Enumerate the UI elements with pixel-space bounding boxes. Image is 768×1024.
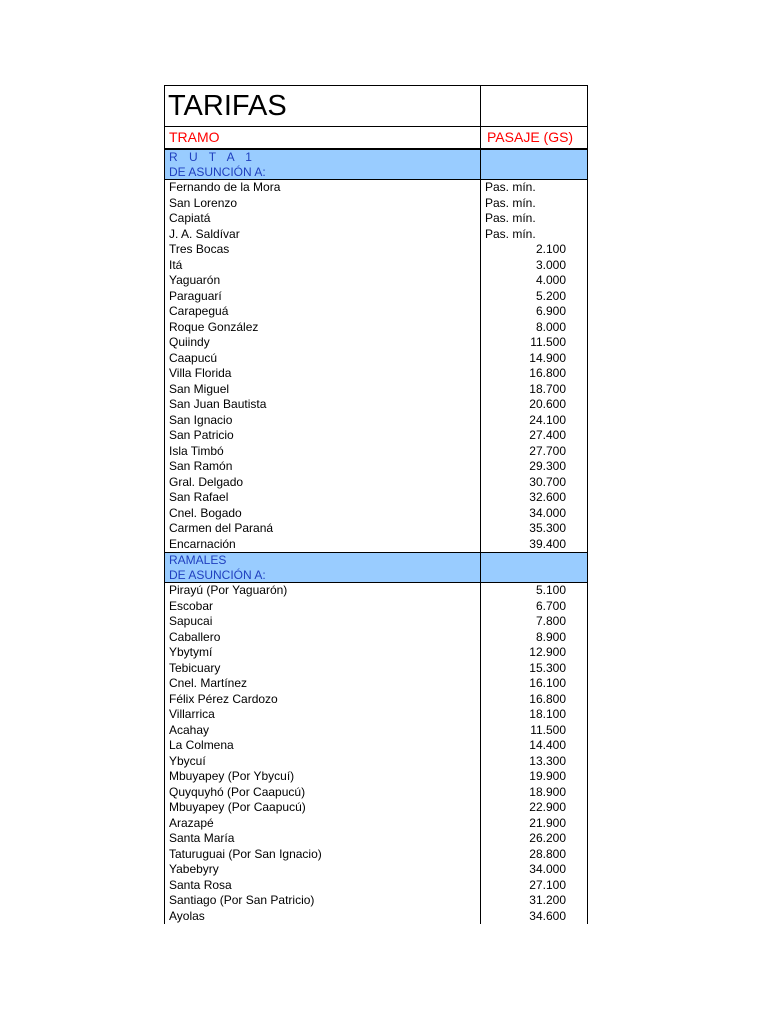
fare-cell: 14.400 <box>480 738 588 754</box>
title-row <box>164 85 588 126</box>
destination-cell: Isla Timbó <box>164 444 480 460</box>
table-row <box>164 738 588 754</box>
destination-cell: Roque González <box>164 320 480 336</box>
destination-cell: Cnel. Bogado <box>164 506 480 522</box>
fare-cell: 20.600 <box>480 397 588 413</box>
table-row <box>164 382 588 398</box>
table-row <box>164 444 588 460</box>
destination-cell: Félix Pérez Cardozo <box>164 692 480 708</box>
fare-cell: 35.300 <box>480 521 588 537</box>
destination-cell: Santa María <box>164 831 480 847</box>
fare-cell: 16.800 <box>480 692 588 708</box>
band-empty-cell <box>480 149 588 165</box>
fare-cell: 6.900 <box>480 304 588 320</box>
fare-cell: 21.900 <box>480 816 588 832</box>
destination-cell: Paraguarí <box>164 289 480 305</box>
ramales-subtitle-row <box>164 568 588 584</box>
destination-cell: Ybycuí <box>164 754 480 770</box>
fare-cell: 39.400 <box>480 537 588 553</box>
fare-cell: 31.200 <box>480 893 588 909</box>
destination-cell: Santiago (Por San Patricio) <box>164 893 480 909</box>
destination-cell: Caapucú <box>164 351 480 367</box>
fare-cell: 22.900 <box>480 800 588 816</box>
table-row <box>164 490 588 506</box>
table-row <box>164 304 588 320</box>
table-row <box>164 630 588 646</box>
table-row <box>164 754 588 770</box>
destination-cell: Caballero <box>164 630 480 646</box>
table-row <box>164 211 588 227</box>
header-pasaje: PASAJE (GS) <box>480 127 588 148</box>
table-row <box>164 800 588 816</box>
fare-cell: 29.300 <box>480 459 588 475</box>
destination-cell: Arazapé <box>164 816 480 832</box>
table-row <box>164 614 588 630</box>
fare-cell: Pas. mín. <box>480 227 588 243</box>
destination-cell: Itá <box>164 258 480 274</box>
table-row <box>164 769 588 785</box>
fare-cell: 24.100 <box>480 413 588 429</box>
destination-cell: Santa Rosa <box>164 878 480 894</box>
fare-cell: Pas. mín. <box>480 180 588 196</box>
table-row <box>164 707 588 723</box>
fare-cell: 16.800 <box>480 366 588 382</box>
destination-cell: Ybytymí <box>164 645 480 661</box>
destination-cell: J. A. Saldívar <box>164 227 480 243</box>
table-row <box>164 258 588 274</box>
fare-cell: 11.500 <box>480 335 588 351</box>
table-row <box>164 320 588 336</box>
ruta1-label: R U T A 1 <box>164 149 480 165</box>
fare-cell: 30.700 <box>480 475 588 491</box>
table-row <box>164 413 588 429</box>
destination-cell: Sapucai <box>164 614 480 630</box>
fare-cell: 34.000 <box>480 506 588 522</box>
fare-cell: 19.900 <box>480 769 588 785</box>
ruta1-subtitle-row <box>164 165 588 181</box>
destination-cell: La Colmena <box>164 738 480 754</box>
band-empty-cell <box>480 568 588 584</box>
destination-cell: San Juan Bautista <box>164 397 480 413</box>
table-row <box>164 475 588 491</box>
fare-cell: 27.100 <box>480 878 588 894</box>
ruta1-band-row <box>164 149 588 165</box>
table-row <box>164 273 588 289</box>
fare-cell: 16.100 <box>480 676 588 692</box>
destination-cell: San Patricio <box>164 428 480 444</box>
table-row <box>164 831 588 847</box>
destination-cell: Ayolas <box>164 909 480 925</box>
fare-cell: 26.200 <box>480 831 588 847</box>
fare-cell: 4.000 <box>480 273 588 289</box>
band-empty-cell <box>480 165 588 181</box>
destination-cell: Tebicuary <box>164 661 480 677</box>
table-row <box>164 599 588 615</box>
fare-cell: 27.700 <box>480 444 588 460</box>
ramales-label: RAMALES <box>164 552 480 568</box>
ruta1-rows <box>164 180 588 552</box>
fare-cell: 12.900 <box>480 645 588 661</box>
destination-cell: San Miguel <box>164 382 480 398</box>
destination-cell: Carapeguá <box>164 304 480 320</box>
fare-cell: 32.600 <box>480 490 588 506</box>
destination-cell: Villarrica <box>164 707 480 723</box>
destination-cell: Yaguarón <box>164 273 480 289</box>
fare-cell: 5.200 <box>480 289 588 305</box>
fare-cell: 8.900 <box>480 630 588 646</box>
page-title: TARIFAS <box>164 86 480 126</box>
table-row <box>164 428 588 444</box>
destination-cell: Villa Florida <box>164 366 480 382</box>
fare-cell: 14.900 <box>480 351 588 367</box>
ramales-subtitle: DE ASUNCIÓN A: <box>164 568 480 584</box>
ramales-band-row <box>164 552 588 568</box>
destination-cell: Mbuyapey (Por Ybycuí) <box>164 769 480 785</box>
fare-cell: Pas. mín. <box>480 196 588 212</box>
fare-cell: 34.600 <box>480 909 588 925</box>
table-row <box>164 909 588 925</box>
destination-cell: Carmen del Paraná <box>164 521 480 537</box>
fare-cell: 5.100 <box>480 583 588 599</box>
table-row <box>164 816 588 832</box>
table-row <box>164 242 588 258</box>
fare-cell: 13.300 <box>480 754 588 770</box>
destination-cell: San Ramón <box>164 459 480 475</box>
band-empty-cell <box>480 552 588 568</box>
fare-cell: 6.700 <box>480 599 588 615</box>
destination-cell: Cnel. Martínez <box>164 676 480 692</box>
fare-cell: 11.500 <box>480 723 588 739</box>
fare-cell: 18.900 <box>480 785 588 801</box>
table-row <box>164 537 588 553</box>
table-row <box>164 397 588 413</box>
fare-cell: 18.700 <box>480 382 588 398</box>
table-row <box>164 645 588 661</box>
destination-cell: Acahay <box>164 723 480 739</box>
table-row <box>164 521 588 537</box>
table-row <box>164 847 588 863</box>
fare-cell: 3.000 <box>480 258 588 274</box>
header-row <box>164 126 588 149</box>
fare-table <box>164 85 588 924</box>
ruta1-subtitle: DE ASUNCIÓN A: <box>164 165 480 181</box>
table-row <box>164 459 588 475</box>
fare-cell: 7.800 <box>480 614 588 630</box>
table-row <box>164 351 588 367</box>
table-row <box>164 335 588 351</box>
table-row <box>164 196 588 212</box>
destination-cell: San Rafael <box>164 490 480 506</box>
fare-cell: 34.000 <box>480 862 588 878</box>
table-row <box>164 227 588 243</box>
table-row <box>164 583 588 599</box>
table-row <box>164 289 588 305</box>
table-row <box>164 506 588 522</box>
destination-cell: Mbuyapey (Por Caapucú) <box>164 800 480 816</box>
table-row <box>164 661 588 677</box>
title-empty-cell <box>480 86 588 126</box>
destination-cell: Taturuguai (Por San Ignacio) <box>164 847 480 863</box>
header-tramo: TRAMO <box>164 127 480 148</box>
table-row <box>164 862 588 878</box>
table-row <box>164 893 588 909</box>
destination-cell: Quyquyhó (Por Caapucú) <box>164 785 480 801</box>
fare-cell: 28.800 <box>480 847 588 863</box>
table-row <box>164 366 588 382</box>
table-row <box>164 785 588 801</box>
destination-cell: Tres Bocas <box>164 242 480 258</box>
destination-cell: Escobar <box>164 599 480 615</box>
fare-cell: 18.100 <box>480 707 588 723</box>
table-row <box>164 723 588 739</box>
fare-cell: 15.300 <box>480 661 588 677</box>
fare-cell: 8.000 <box>480 320 588 336</box>
table-row <box>164 692 588 708</box>
ramales-rows <box>164 583 588 924</box>
table-row <box>164 878 588 894</box>
destination-cell: Fernando de la Mora <box>164 180 480 196</box>
fare-cell: 27.400 <box>480 428 588 444</box>
fare-cell: 2.100 <box>480 242 588 258</box>
destination-cell: Encarnación <box>164 537 480 553</box>
table-row <box>164 180 588 196</box>
destination-cell: San Ignacio <box>164 413 480 429</box>
table-row <box>164 676 588 692</box>
destination-cell: Capiatá <box>164 211 480 227</box>
destination-cell: San Lorenzo <box>164 196 480 212</box>
fare-cell: Pas. mín. <box>480 211 588 227</box>
destination-cell: Gral. Delgado <box>164 475 480 491</box>
destination-cell: Quiindy <box>164 335 480 351</box>
destination-cell: Yabebyry <box>164 862 480 878</box>
destination-cell: Pirayú (Por Yaguarón) <box>164 583 480 599</box>
